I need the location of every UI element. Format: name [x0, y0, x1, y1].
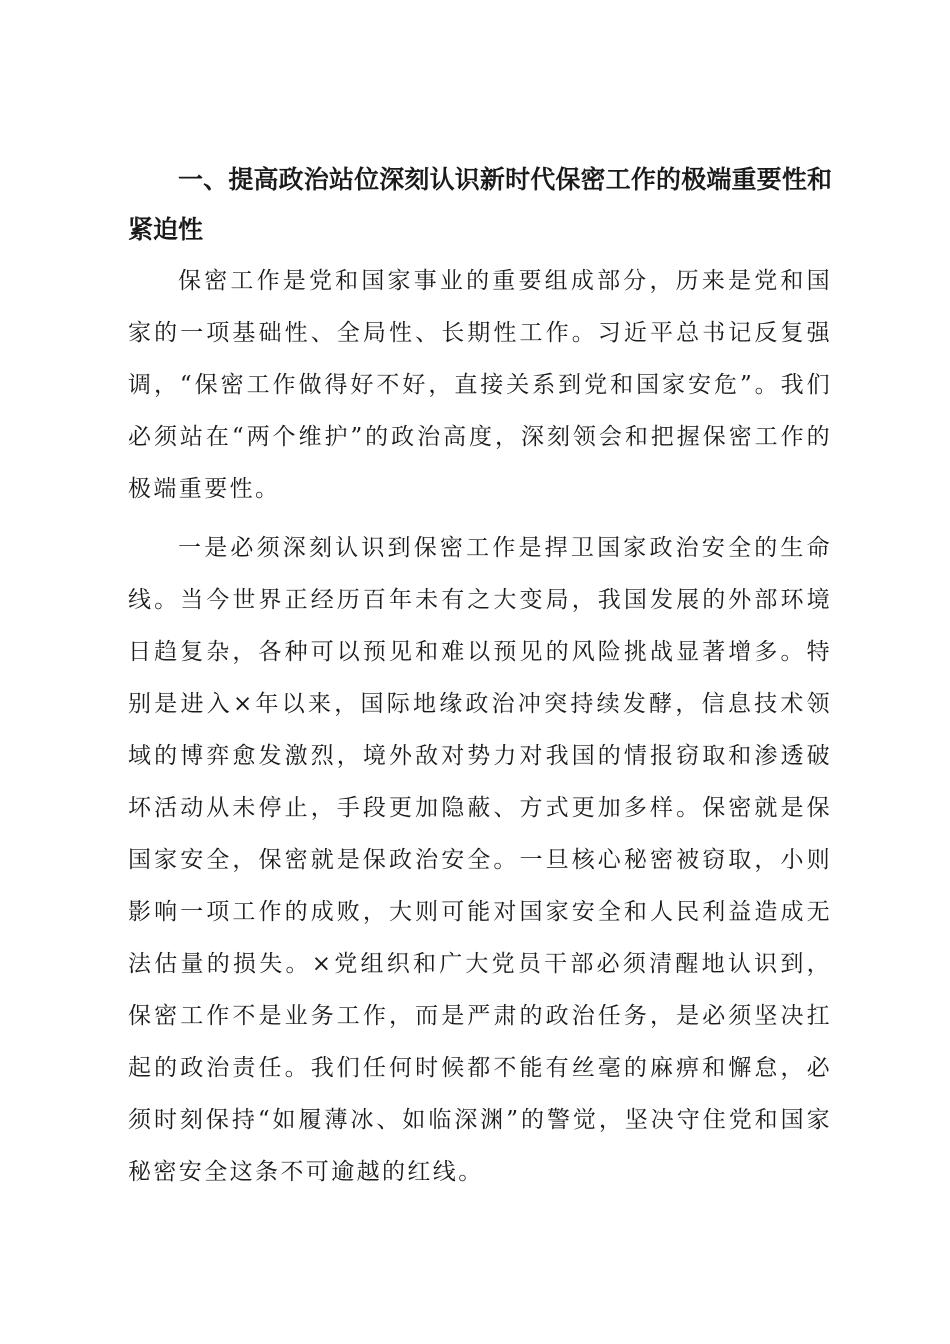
document-body	[128, 155, 832, 1198]
paragraph-intro: 保密工作是党和国家事业的重要组成部分，历来是党和国家的一项基础性、全局性、长期性工作。习近平总书记反复强调，“保密工作做得好不好，直接关系到党和国家安危”。我们必须站在“两个维护”的政治高度，深刻领会和把握保密工作的极端重要性。	[128, 268, 832, 502]
paragraph-point-one: 一是必须深刻认识到保密工作是捍卫国家政治安全的生命线。当今世界正经历百年未有之大变局，我国发展的外部环境日趋复杂，各种可以预见和难以预见的风险挑战显著增多。特别是进入×年以来，国际地缘政治冲突持续发酵，信息技术领域的博弈愈发激烈，境外敌对势力对我国的情报窃取和渗透破坏活动从未停止，手段更加隐蔽、方式更加多样。保密就是保国家安全，保密就是保政治安全。一旦核心秘密被窃取，小则影响一项工作的成败，大则可能对国家安全和人民利益造成无法估量的损失。×党组织和广大党员干部必须清醒地认识到，保密工作不是业务工作，而是严肃的政治任务，是必须坚决扛起的政治责任。我们任何时候都不能有丝毫的麻痹和懈怠，必须时刻保持“如履薄冰、如临深渊”的警觉，坚决守住党和国家秘密安全这条不可逾越的红线。	[128, 535, 832, 1185]
section-heading: 一、提高政治站位深刻认识新时代保密工作的极端重要性和紧迫性	[128, 165, 832, 244]
paragraph-gap	[128, 515, 832, 522]
